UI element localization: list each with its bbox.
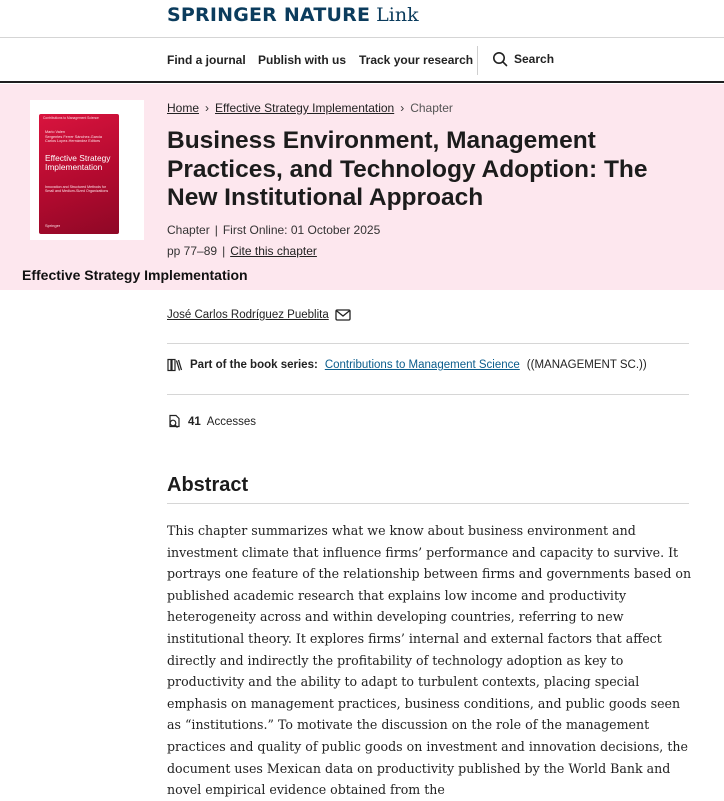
divider bbox=[167, 394, 689, 395]
book-series-line bbox=[167, 358, 647, 372]
search-button[interactable] bbox=[492, 51, 554, 67]
book-series-label: Part of the book series: bbox=[190, 359, 318, 371]
breadcrumb bbox=[167, 101, 453, 115]
book-series-abbr: ((MANAGEMENT SC.)) bbox=[526, 359, 647, 371]
first-online-date: First Online: 01 October 2025 bbox=[222, 223, 381, 237]
chevron-right-icon: › bbox=[400, 101, 405, 115]
abstract-text: This chapter summarizes what we know about business environment and investment climate that influence firms’ performance and capacity to survive. It portrays one feature of the relationship between firms and governments based on published academic research that explains low income and productivity heterogeneity across and within developing countries, referring to new institutional theory. It explores firms’ internal and external factors that affect directly and indirectly the profitability of technology adoption as key to productivity and the ability to adapt to turbulent contexts, placing special emphasis on management practices, business conditions, and public goods seen as “institutions.” To motivate the discussion on the role of the management practices and quality of public goods on investment and innovation decisions, the document uses Mexican data on productivity published by the World Bank and novel empirical evidence obtained from the bbox=[167, 523, 692, 798]
abstract-heading: Abstract bbox=[167, 474, 249, 496]
breadcrumb-book[interactable]: Effective Strategy Implementation bbox=[215, 101, 395, 115]
nav-find-journal[interactable]: Find a journal bbox=[167, 53, 246, 67]
chapter-pages-meta: pp 77–89 | Cite this chapter bbox=[167, 244, 317, 258]
cover-authors: Mario Valen Sergentes Ferrer Sánchez-Garcia Carlos Lopez-Hernández Editors bbox=[45, 130, 102, 144]
search-icon bbox=[492, 51, 508, 67]
nav-divider bbox=[477, 46, 478, 75]
book-cover-link[interactable] bbox=[30, 100, 144, 240]
nav-track-research[interactable]: Track your research bbox=[359, 53, 474, 67]
book-cover-image bbox=[39, 114, 119, 234]
book-series-link[interactable]: Contributions to Management Science bbox=[324, 359, 520, 371]
accesses-label: Accesses bbox=[206, 415, 257, 428]
content-type: Chapter bbox=[167, 223, 210, 237]
book-title-caption: Effective Strategy Implementation bbox=[22, 267, 248, 283]
book-series-icon bbox=[167, 358, 183, 372]
breadcrumb-current: Chapter bbox=[410, 101, 453, 115]
brand-bar bbox=[0, 0, 724, 38]
brand-suffix: Link bbox=[376, 4, 419, 26]
page-title: Business Environment, Management Practices, and Technology Adoption: The New Institutional Approach bbox=[167, 127, 648, 211]
cover-series: Contributions to Management Science bbox=[43, 116, 99, 120]
divider bbox=[167, 503, 689, 504]
chapter-meta: Chapter | First Online: 01 October 2025 bbox=[167, 223, 381, 237]
cite-chapter-link[interactable]: Cite this chapter bbox=[230, 244, 317, 258]
brand-name: SPRINGER NATURE bbox=[167, 4, 371, 26]
author-name-link[interactable]: José Carlos Rodríguez Pueblita bbox=[167, 309, 329, 321]
accesses-metric bbox=[167, 414, 256, 429]
search-label: Search bbox=[514, 52, 555, 66]
chevron-right-icon: › bbox=[205, 101, 210, 115]
divider bbox=[167, 343, 689, 344]
download-icon bbox=[167, 414, 182, 429]
page-range: pp 77–89 bbox=[167, 244, 218, 258]
author-line bbox=[167, 309, 351, 321]
accesses-count: 41 bbox=[188, 415, 201, 428]
email-icon[interactable] bbox=[335, 309, 351, 321]
main-nav bbox=[0, 38, 724, 83]
cover-subtitle: Innovation and Structured Methods for Small and Medium-Sized Organizations bbox=[45, 185, 109, 194]
chapter-hero bbox=[0, 84, 724, 290]
cover-publisher: Springer bbox=[45, 223, 61, 228]
springer-nature-link-logo[interactable] bbox=[167, 4, 419, 27]
nav-publish-with-us[interactable]: Publish with us bbox=[258, 53, 347, 67]
cover-title: Effective Strategy Implementation bbox=[45, 153, 111, 173]
breadcrumb-home[interactable]: Home bbox=[167, 101, 200, 115]
